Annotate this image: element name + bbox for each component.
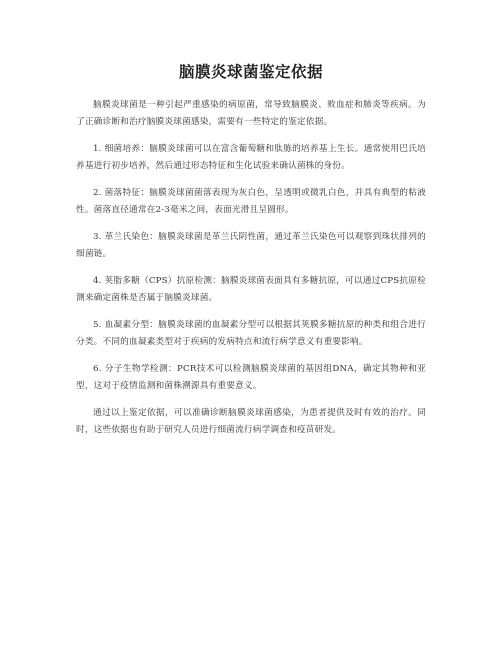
- criterion-colony-paragraph: 2. 菌落特征：脑膜炎球菌菌落表现为灰白色，呈透明或微乳白色，并具有典型的粘液性。菌落直径通常在2-3毫米之间，表面光滑且呈圆形。: [76, 188, 426, 215]
- intro-paragraph: 脑膜炎球菌是一种引起严重感染的病原菌，常导致脑膜炎、败血症和肺炎等疾病。为了正确诊断和治疗脑膜炎球菌感染，需要有一些特定的鉴定依据。: [76, 100, 426, 127]
- document-title: 脑膜炎球菌鉴定依据: [178, 63, 323, 81]
- criterion-culture-paragraph: 1. 细菌培养：脑膜炎球菌可以在富含葡萄糖和肽胨的培养基上生长。通常使用巴氏培养基进行初步培养，然后通过形态特征和生化试验来确认菌株的身份。: [76, 144, 426, 171]
- criterion-molecular-paragraph: 6. 分子生物学检测：PCR技术可以检测脑膜炎球菌的基因组DNA，确定其物种和亚型，这对于疫情监测和菌株溯源具有重要意义。: [76, 364, 426, 391]
- criterion-cps-antigen-paragraph: 4. 荚脂多糖（CPS）抗原检测：脑膜炎球菌表面具有多糖抗原，可以通过CPS抗原检测来确定菌株是否属于脑膜炎球菌。: [76, 276, 426, 303]
- document-body: [76, 97, 426, 449]
- criterion-gram-stain-paragraph: 3. 革兰氏染色：脑膜炎球菌是革兰氏阴性菌，通过革兰氏染色可以观察到珠状排列的细菌链。: [76, 232, 426, 259]
- criterion-serotyping-paragraph: 5. 血凝素分型：脑膜炎球菌的血凝素分型可以根据其荚膜多糖抗原的种类和组合进行分类。不同的血凝素类型对于疾病的发病特点和流行病学意义有重要影响。: [76, 320, 426, 347]
- conclusion-paragraph: 通过以上鉴定依据，可以准确诊断脑膜炎球菌感染，为患者提供及时有效的治疗。同时，这些依据也有助于研究人员进行细菌流行病学调查和疫苗研发。: [76, 408, 426, 435]
